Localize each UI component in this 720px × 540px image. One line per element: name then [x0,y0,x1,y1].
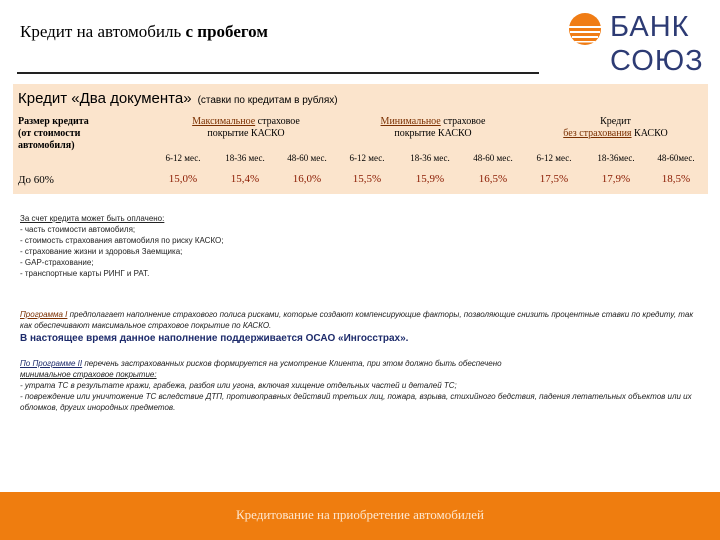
term-cell: 48-60 мес. [287,153,327,163]
footer-text: Кредитование на приобретение автомобилей [235,507,485,522]
list-item: - транспортные карты РИНГ и РАТ. [20,269,150,278]
term-cell: 6-12 мес. [349,153,385,163]
group-label-line2: покрытие КАСКО [207,128,285,139]
group-label-line2: покрытие КАСКО [394,128,472,139]
group-label-underline: Минимальное [380,116,441,127]
rate-cell: 17,5% [539,173,569,185]
rate-cell: 16,0% [292,173,322,185]
logo-sun-icon [568,12,602,46]
page-title [20,22,268,42]
rate-cell: 17,9% [601,173,631,185]
term-cell: 6-12 мес. [536,153,572,163]
payment-list [20,213,223,279]
row-header-line: автомобиля) [18,140,75,151]
rate-cell: 15,4% [230,173,260,185]
rate-cell: 15,0% [168,173,198,185]
program-1-text: предполагает наполнение страхового полиса рисками, которые создают компенсирующие факторы, позволяющие снизить процентные ставки по кредиту, так как обеспечивают максимальное страховое покрытие по КАСКО. [20,310,694,330]
footer-bar [0,492,720,540]
group-label-rest: КАСКО [631,128,668,139]
row-label: До 60% [18,174,54,186]
program-1-note [20,309,700,331]
rate-cell: 15,5% [352,173,382,185]
logo-line2: СОЮЗ [610,45,704,77]
term-cell: 48-60 мес. [473,153,513,163]
row-header-line: (от стоимости [18,128,81,139]
program-2-note [20,358,700,413]
rate-cell: 18,5% [661,173,691,185]
list-item: - стоимость страхования автомобиля по риску КАСКО; [20,236,224,245]
row-header [18,116,89,152]
list-item: - часть стоимости автомобиля; [20,225,136,234]
bank-logo [566,8,716,78]
title-bold-text: с пробегом [185,22,268,41]
program-2-label: По Программе II [20,359,83,368]
group-label-line1: Кредит [600,116,631,127]
term-cell: 6-12 мес. [165,153,201,163]
group-label-underline: без страхования [563,128,632,139]
list-item: - повреждение или уничтожение ТС вследствие ДТП, противоправных действий третьих лиц, пожара, взрыва, стихийного бедствия, падения летательных объектов или их обломков, других инородных предметов. [20,392,692,412]
banner-subtitle: (ставки по кредитам в рублях) [197,95,338,106]
payment-list-title: За счет кредита может быть оплачено: [20,214,165,223]
banner-title [18,90,338,107]
title-text: Кредит на автомобиль [20,22,186,41]
term-cell: 18-36мес. [597,153,635,163]
logo-line1: БАНК [610,11,690,43]
group-no-kasko [523,116,708,140]
group-label-underline: Максимальное [192,116,256,127]
ingosstrakh-emphasis: В настоящее время данное наполнение поддерживается ОСАО «Ингосстрах». [20,333,409,344]
rates-banner [13,84,708,194]
list-item: - GAP-страхование; [20,258,94,267]
title-divider [17,72,539,74]
term-cell: 18-36 мес. [410,153,450,163]
group-min-kasko [338,116,528,140]
term-cell: 48-60мес. [657,153,695,163]
list-item: - страхование жизни и здоровья Заемщика; [20,247,183,256]
group-label-rest: страховое [440,116,486,127]
group-label-rest: страховое [255,116,300,127]
program-2-subtitle: минимальное страховое покрытие: [20,370,157,379]
banner-title-text: Кредит «Два документа» [18,90,192,107]
list-item: - утрата ТС в результате кражи, грабежа, разбоя или угона, включая хищение отдельных частей и деталей ТС; [20,381,457,390]
program-1-label: Программа I [20,310,68,319]
rate-cell: 16,5% [478,173,508,185]
group-max-kasko [151,116,341,140]
rate-cell: 15,9% [415,173,445,185]
program-2-text: перечень застрахованных рисков формируется на усмотрение Клиента, при этом должно быть обеспечено [82,359,502,368]
term-cell: 18-36 мес. [225,153,265,163]
row-header-line: Размер кредита [18,116,89,127]
